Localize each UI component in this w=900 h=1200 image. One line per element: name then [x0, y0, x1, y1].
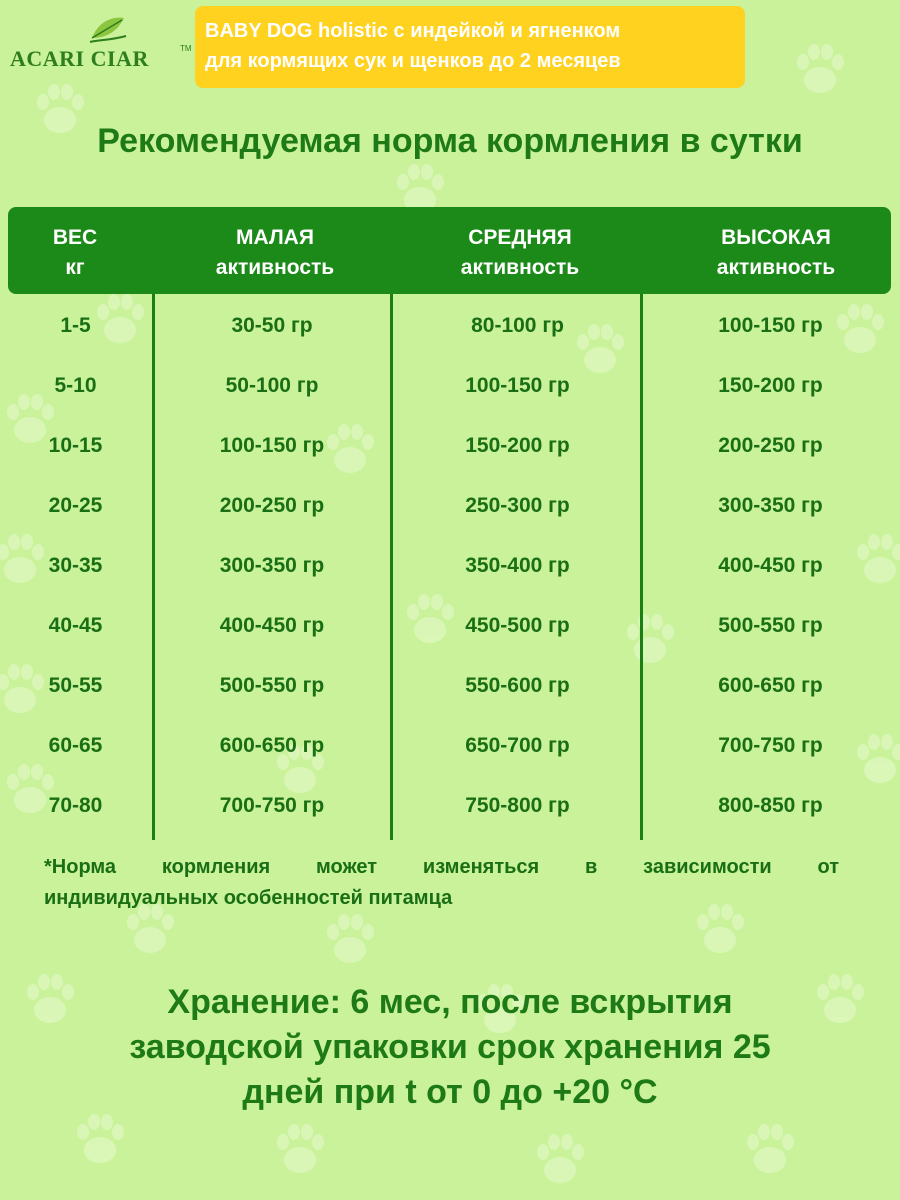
- table-row: [0, 362, 900, 422]
- note-line-2: индивидуальных особенностей питамца: [44, 887, 453, 909]
- table-cell: 550-600 гр: [465, 674, 570, 697]
- table-cell: 200-250 гр: [219, 494, 325, 517]
- table-cell: 200-250 гр: [718, 434, 823, 457]
- header-weight-line1: ВЕС: [52, 226, 98, 249]
- table-cell: 50-55: [48, 674, 103, 697]
- table-cell: 80-100 гр: [471, 314, 564, 337]
- header-weight: [15, 223, 135, 283]
- table-row: [0, 302, 900, 362]
- table-row: [0, 602, 900, 662]
- header-medium-line2: активность: [460, 256, 580, 279]
- storage-line-3: дней при t от 0 до +20 °С: [242, 1073, 658, 1111]
- product-banner: [195, 6, 745, 88]
- table-body: [0, 302, 900, 842]
- table-cell: 600-650 гр: [219, 734, 325, 757]
- table-cell: 50-100 гр: [225, 374, 319, 397]
- trademark-mark: TM: [180, 44, 192, 53]
- header-low-line2: активность: [215, 256, 335, 279]
- table-cell: 100-150 гр: [718, 314, 823, 337]
- table-cell: 30-35: [48, 554, 103, 577]
- banner-line-1: BABY DOG holistic с индейкой и ягненком: [205, 20, 621, 42]
- header-low-activity: [180, 223, 370, 283]
- table-cell: 60-65: [48, 734, 103, 757]
- banner-line-2: для кормящих сук и щенков до 2 месяцев: [205, 50, 621, 72]
- table-cell: 500-550 гр: [219, 674, 325, 697]
- storage-line-1: Хранение: 6 мес, после вскрытия: [167, 983, 733, 1021]
- brand-logo: [10, 12, 190, 72]
- table-cell: 750-800 гр: [465, 794, 570, 817]
- table-cell: 800-850 гр: [718, 794, 823, 817]
- storage-info: [0, 980, 900, 1115]
- table-cell: 400-450 гр: [718, 554, 823, 577]
- table-cell: 250-300 гр: [465, 494, 570, 517]
- note-line-1: *Норма кормления может изменяться в зависимости от: [44, 856, 839, 878]
- header-weight-line2: кг: [65, 256, 85, 279]
- table-cell: 100-150 гр: [219, 434, 325, 457]
- table-cell: 10-15: [48, 434, 103, 457]
- table-cell: 700-750 гр: [219, 794, 325, 817]
- table-cell: 1-5: [60, 314, 91, 337]
- table-header: [8, 207, 891, 294]
- table-cell: 700-750 гр: [718, 734, 823, 757]
- table-cell: 300-350 гр: [219, 554, 325, 577]
- table-cell: 5-10: [54, 374, 97, 397]
- header-high-line1: ВЫСОКАЯ: [721, 226, 831, 249]
- table-cell: 400-450 гр: [219, 614, 325, 637]
- table-row: [0, 722, 900, 782]
- table-cell: 40-45: [48, 614, 103, 637]
- header-high-activity: [676, 223, 876, 283]
- header-low-line1: МАЛАЯ: [236, 226, 314, 249]
- table-row: [0, 422, 900, 482]
- table-cell: 20-25: [48, 494, 103, 517]
- table-cell: 650-700 гр: [465, 734, 570, 757]
- header-medium-line1: СРЕДНЯЯ: [468, 226, 572, 249]
- table-cell: 600-650 гр: [718, 674, 823, 697]
- brand-name: ACARI CIAR: [10, 46, 149, 71]
- table-cell: 450-500 гр: [465, 614, 570, 637]
- table-row: [0, 782, 900, 842]
- table-cell: 150-200 гр: [465, 434, 570, 457]
- table-cell: 100-150 гр: [465, 374, 570, 397]
- table-row: [0, 662, 900, 722]
- header-high-line2: активность: [716, 256, 836, 279]
- header-medium-activity: [420, 223, 620, 283]
- table-cell: 300-350 гр: [718, 494, 823, 517]
- leaf-logo-icon: [88, 12, 128, 46]
- table-cell: 70-80: [48, 794, 103, 817]
- storage-line-2: заводской упаковки срок хранения 25: [129, 1028, 771, 1066]
- table-cell: 350-400 гр: [465, 554, 570, 577]
- table-cell: 30-50 гр: [231, 314, 313, 337]
- feeding-note: [44, 852, 839, 914]
- table-row: [0, 482, 900, 542]
- table-cell: 500-550 гр: [718, 614, 823, 637]
- table-cell: 150-200 гр: [718, 374, 823, 397]
- page-title: Рекомендуемая норма кормления в сутки: [97, 122, 803, 160]
- table-row: [0, 542, 900, 602]
